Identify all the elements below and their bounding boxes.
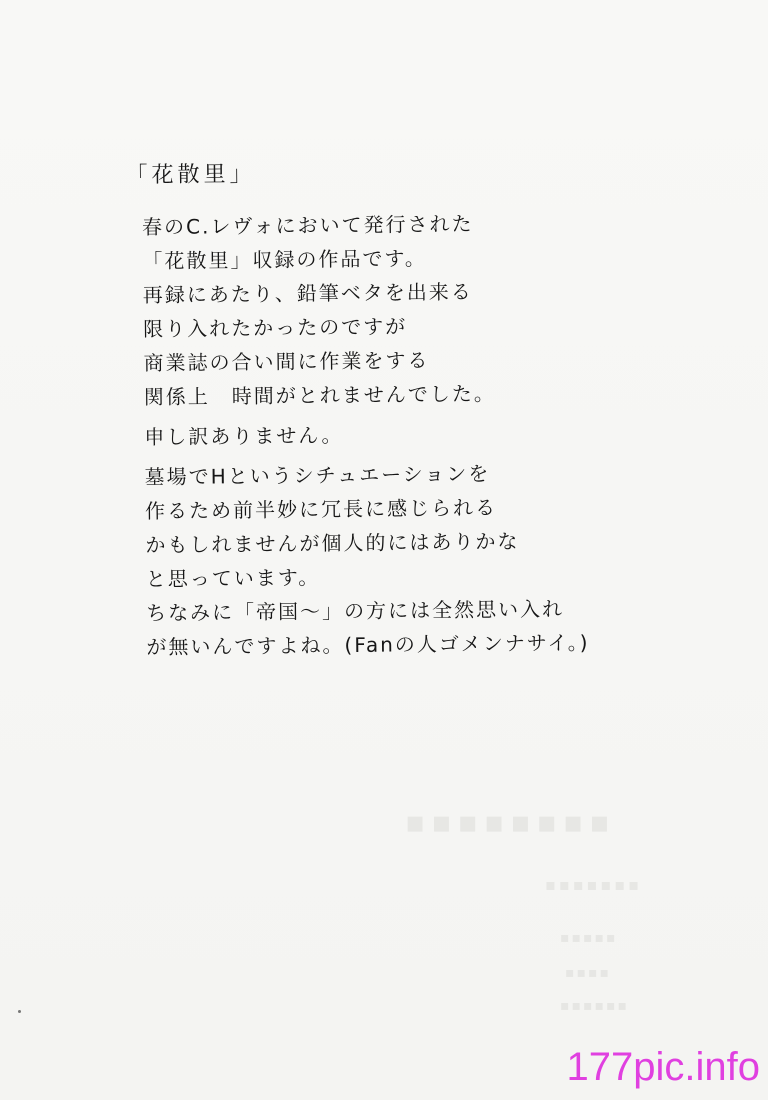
bleed-through-text: ▪▪▪▪▪ <box>560 930 618 946</box>
note-line: 商業誌の合い間に作業をする <box>143 348 430 376</box>
note-line: かもしれませんが個人的にはありかな <box>145 529 520 558</box>
bleed-through-text: ▪▪▪▪ <box>565 965 611 981</box>
scan-speck <box>18 1010 21 1013</box>
note-body <box>141 206 590 664</box>
bleed-through-text: ▪▪▪▪▪▪ <box>560 998 629 1014</box>
note-line: ちなみに「帝国～」の方には全然思い入れ <box>145 596 565 626</box>
bleed-through-text: ▪▪▪▪▪▪▪ <box>545 875 642 894</box>
note-line: 墓場でHというシチュエーションを <box>144 461 491 490</box>
note-line: と思っています。 <box>145 565 321 592</box>
note-line: 春のC.レヴォにおいて発行された <box>141 211 474 240</box>
note-line: 関係上 時間がとれませんでした。 <box>143 381 496 410</box>
note-line: 作るため前半妙に冗長に感じられる <box>144 495 498 524</box>
note-line: 限り入れたかったのですが <box>143 314 408 342</box>
note-line: 申し訳ありません。 <box>144 423 344 450</box>
note-line: が無いんですよね。(Fanの人ゴメンナサイ。) <box>146 630 590 660</box>
site-watermark: 177pic.info <box>566 1045 760 1089</box>
handwritten-note <box>125 156 590 665</box>
note-line: 再録にあたり、鉛筆ベタを出来る <box>142 279 473 308</box>
note-line: 「花散里」収録の作品です。 <box>142 246 427 274</box>
note-title: 「花散里」 <box>125 161 256 189</box>
bleed-through-heading: ▪▪▪▪▪▪▪▪ <box>405 805 616 840</box>
